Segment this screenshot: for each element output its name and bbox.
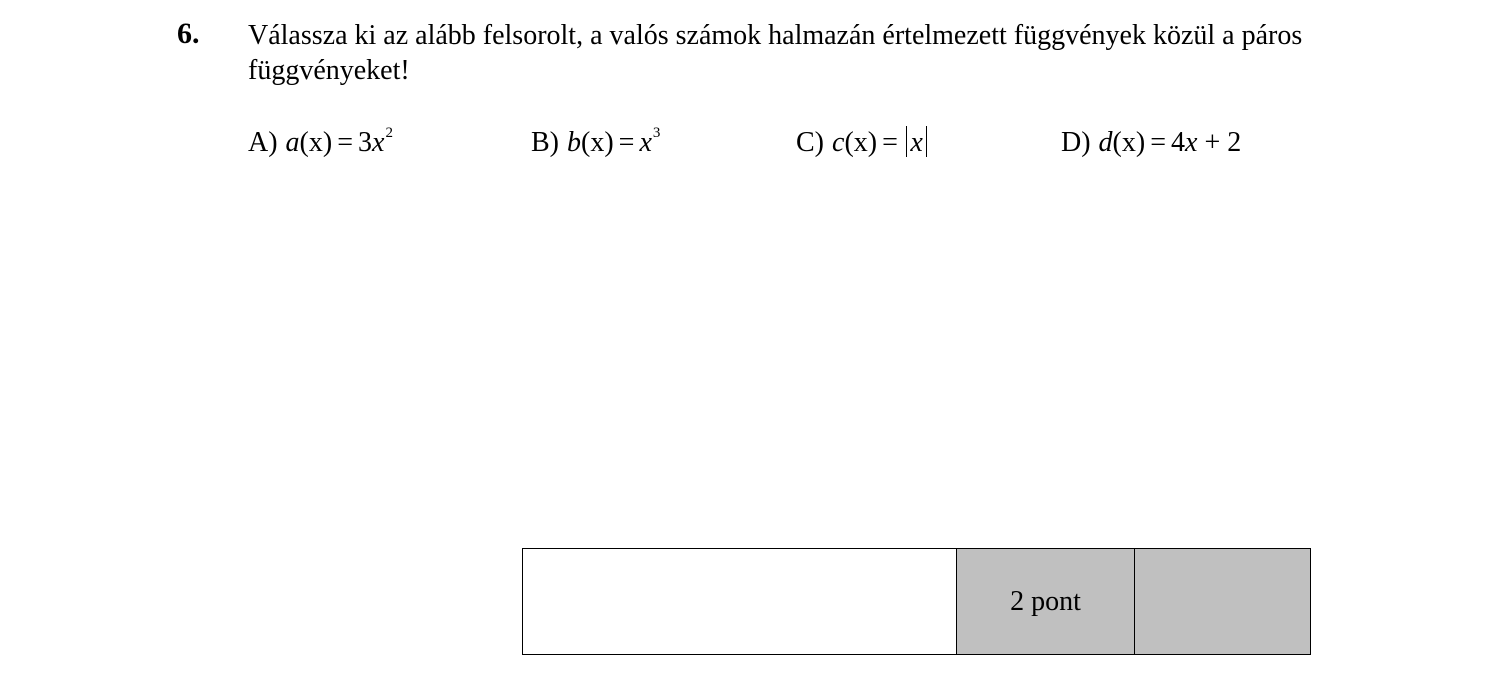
- exponent: 2: [385, 125, 393, 141]
- equals-sign: =: [882, 127, 898, 158]
- option-d: [1061, 126, 1241, 160]
- function-name: a: [285, 127, 300, 158]
- question-text: Válassza ki az alább felsorolt, a valós számok halmazán értelmezett függvények közül a páros függvényeket!: [248, 20, 1303, 86]
- function-name: d: [1098, 127, 1113, 158]
- score-field: [1134, 549, 1310, 654]
- max-points-label: 2 pont: [956, 549, 1134, 654]
- option-label: D): [1061, 127, 1091, 158]
- function-argument: (x): [1112, 127, 1146, 158]
- function-argument: (x): [844, 127, 878, 158]
- answer-field[interactable]: [523, 549, 956, 654]
- option-b: [531, 126, 660, 164]
- equals-sign: =: [337, 127, 353, 158]
- option-label: A): [248, 127, 278, 158]
- variable: x: [372, 127, 385, 158]
- option-label: C): [796, 127, 824, 158]
- equals-sign: =: [1150, 127, 1166, 158]
- abs-bar-right: [926, 126, 928, 157]
- option-a: [248, 126, 393, 164]
- variable: x: [910, 127, 923, 158]
- variable: x: [1185, 127, 1198, 158]
- function-argument: (x): [581, 127, 614, 158]
- function-name: c: [832, 127, 845, 158]
- coefficient: 4: [1171, 127, 1185, 158]
- abs-bar-left: [906, 126, 908, 157]
- constant-term: + 2: [1197, 127, 1242, 158]
- variable: x: [639, 127, 652, 158]
- question-number: 6.: [177, 17, 200, 50]
- equals-sign: =: [618, 127, 635, 158]
- score-box: [522, 548, 1311, 655]
- function-name: b: [567, 127, 581, 158]
- coefficient: 3: [358, 127, 372, 158]
- function-argument: (x): [299, 127, 333, 158]
- option-label: B): [531, 127, 559, 158]
- option-c: [796, 126, 930, 160]
- exponent: 3: [652, 125, 661, 141]
